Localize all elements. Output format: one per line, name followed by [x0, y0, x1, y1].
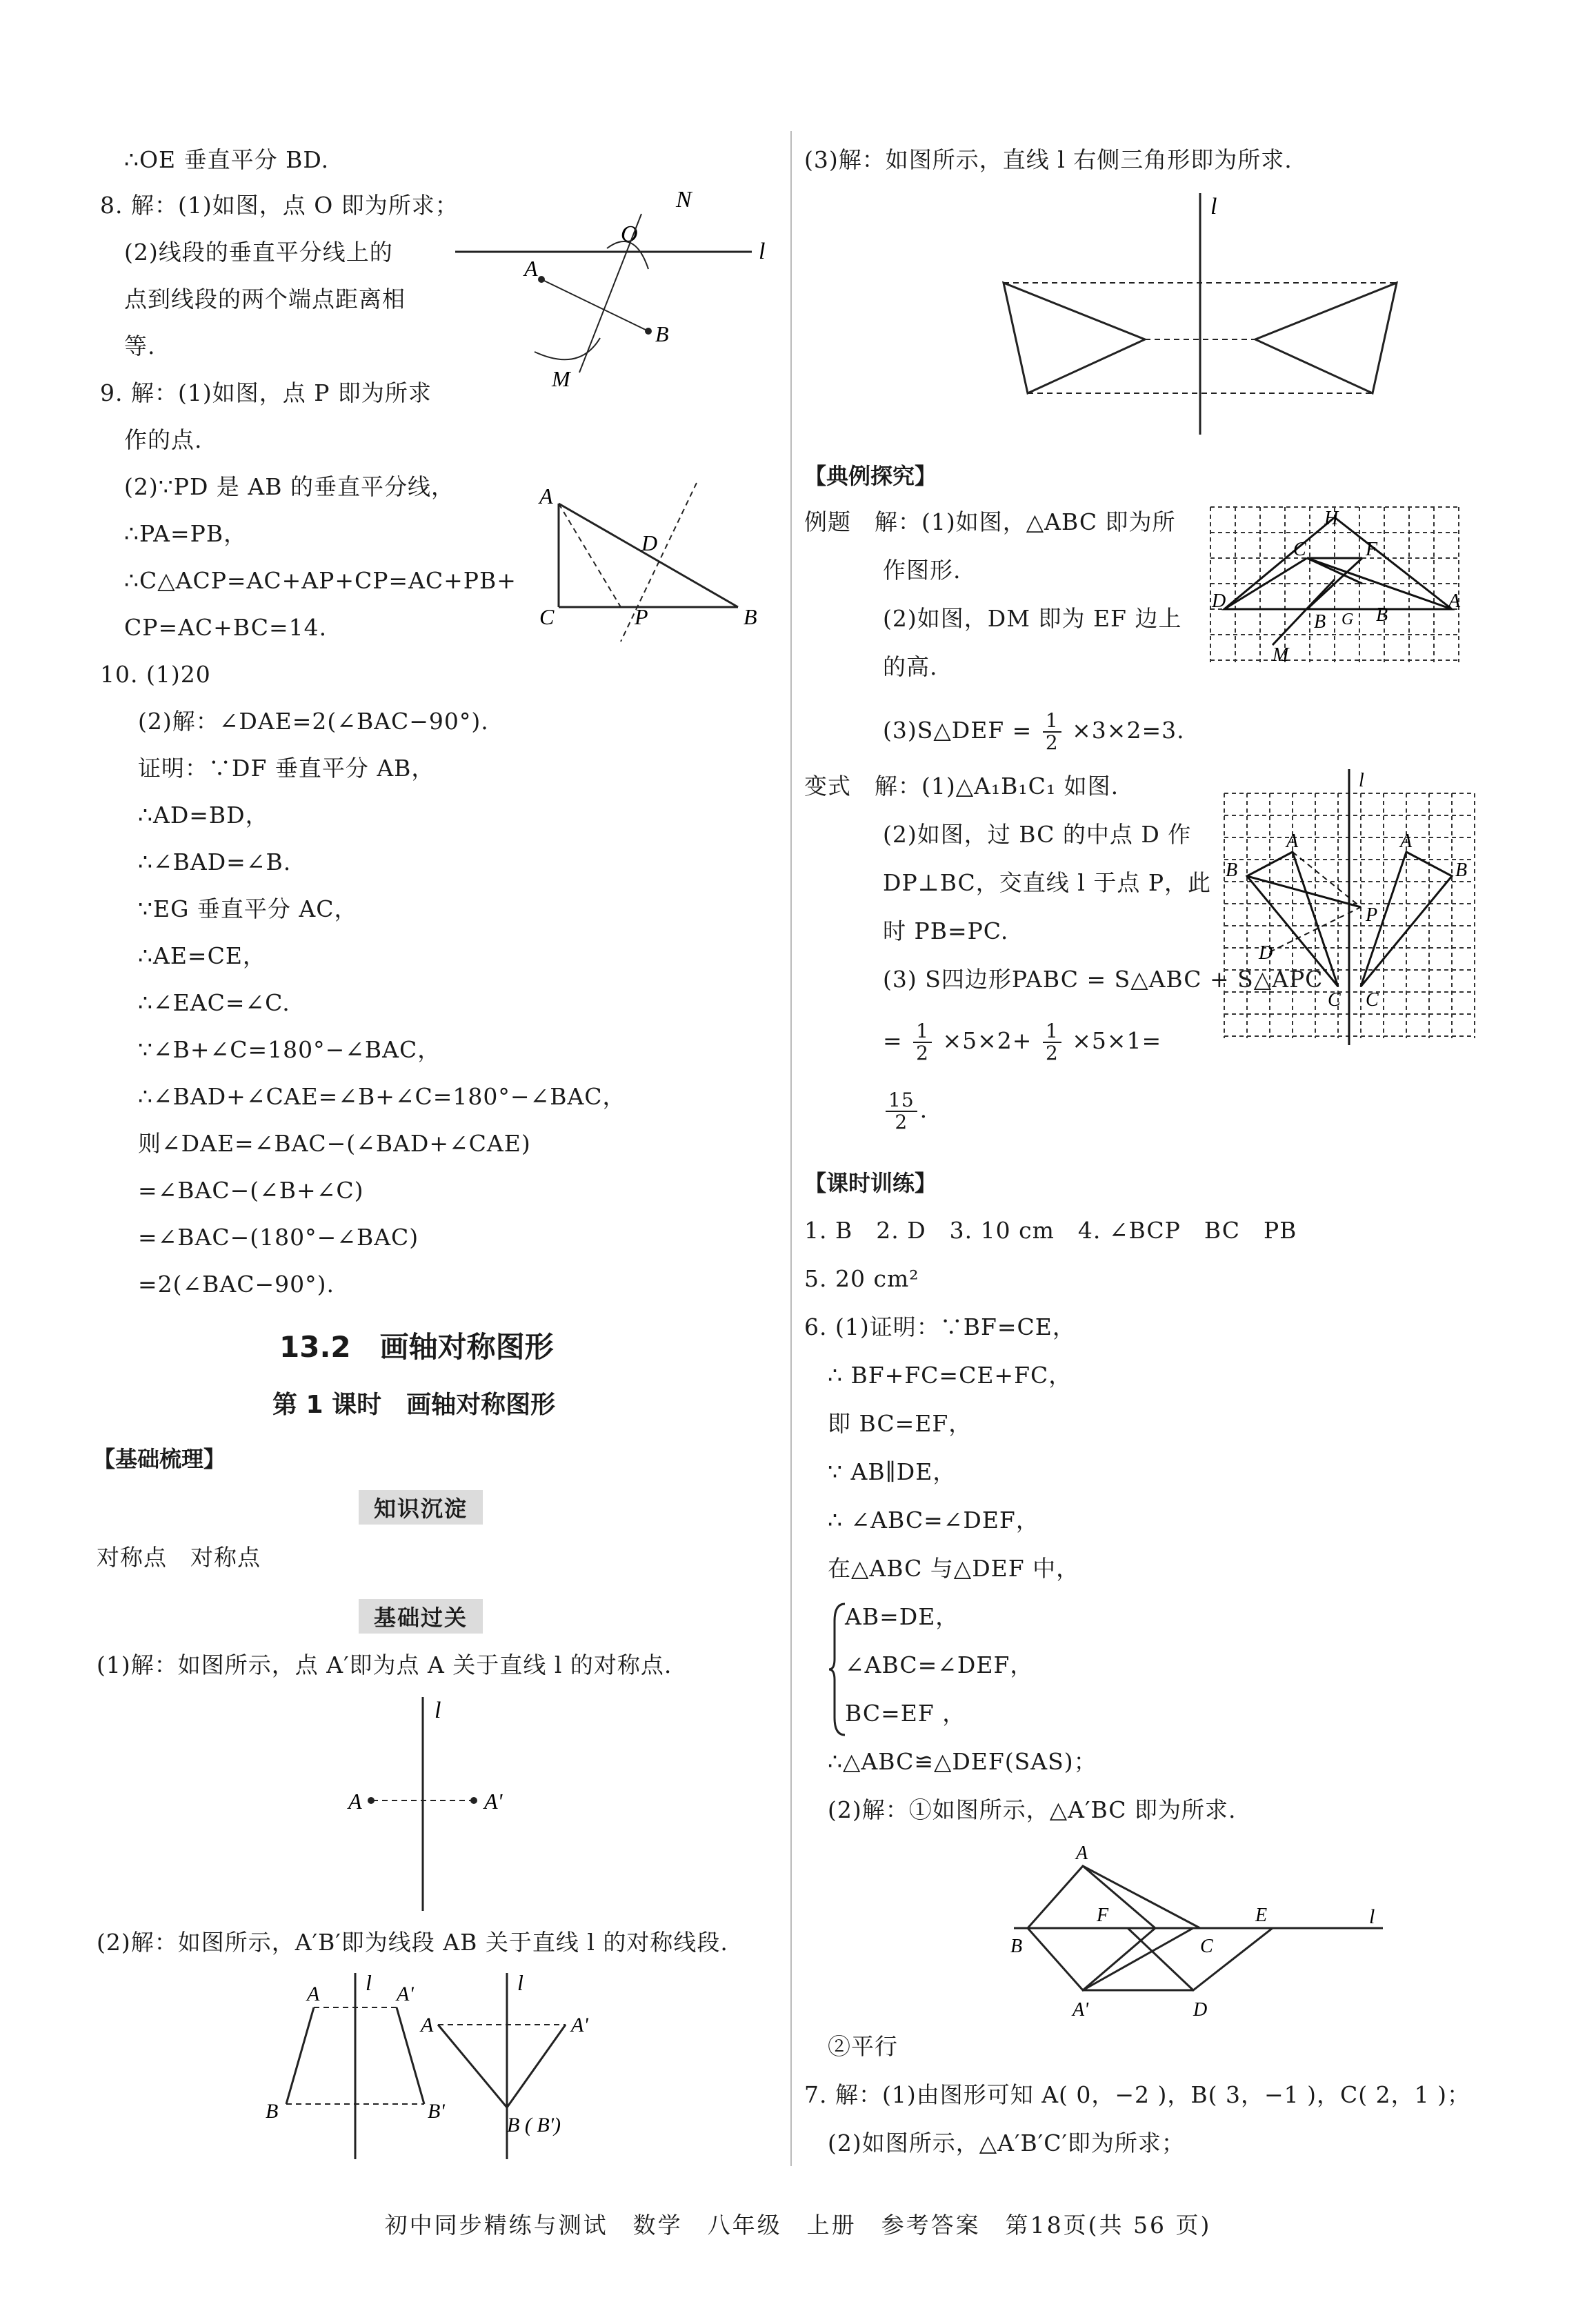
basic-review-header: 【基础梳理】 [93, 1446, 226, 1472]
knowledge-box-label: 知识沉淀 [359, 1490, 483, 1525]
text-line: ∴∠BAD+∠CAE=∠B+∠C=180°−∠BAC， [138, 1083, 626, 1110]
fraction [913, 1021, 932, 1064]
equation-part: = [883, 1027, 903, 1054]
text-line: =∠BAC−(∠B+∠C) [138, 1177, 364, 1204]
basic-pass-box-label: 基础过关 [359, 1599, 483, 1634]
text-line: ∴ ∠ABC=∠DEF， [828, 1507, 1039, 1534]
fraction-numerator: 1 [1043, 711, 1061, 733]
svg-text:C: C [1328, 989, 1341, 1011]
text-line: 9. 解：(1)如图，点 P 即为所求 [100, 379, 432, 406]
text-line: 1. B 2. D 3. 10 cm 4. ∠BCP BC PB [804, 1217, 1297, 1244]
svg-text:B: B [1376, 604, 1388, 626]
figure-grid-variant [1217, 766, 1493, 1049]
figure-grid-example [1204, 504, 1479, 669]
fraction-numerator: 1 [1043, 1021, 1061, 1043]
svg-text:A': A' [484, 1789, 503, 1814]
example-area-line [883, 711, 1185, 753]
text-line: ∴△ABC≌△DEF(SAS)； [828, 1748, 1097, 1775]
svg-text:l: l [1369, 1905, 1375, 1928]
text-line: (3)解：如图所示，直线 l 右侧三角形即为所求. [804, 146, 1293, 173]
figure-symmetric-segments [255, 1966, 614, 2166]
fraction-denominator: 2 [1045, 731, 1059, 754]
text-line: 等. [124, 333, 156, 359]
svg-text:B ( B'): B ( B') [507, 2114, 561, 2136]
text-line: (1)解：如图所示，点 A′即为点 A 关于直线 l 的对称点. [97, 1651, 672, 1678]
text-line: ∠ABC=∠DEF， [845, 1651, 1034, 1678]
text-line: (3) S四边形PABC = S△ABC + S△APC [883, 966, 1324, 993]
svg-text:l: l [1359, 770, 1364, 791]
text-line: (2)解：①如图所示，△A′BC 即为所求. [828, 1796, 1237, 1823]
svg-text:A: A [539, 484, 553, 508]
fraction [886, 1090, 917, 1133]
column-divider [790, 131, 792, 2166]
text-line: ∴OE 垂直平分 BD. [124, 146, 330, 173]
svg-text:F: F [1097, 1905, 1109, 1926]
svg-text:B: B [266, 2100, 279, 2123]
svg-text:D: D [1193, 1999, 1208, 2021]
svg-text:A: A [1076, 1843, 1088, 1864]
text-line: ∵∠B+∠C=180°−∠BAC， [138, 1036, 441, 1063]
svg-text:A: A [1400, 831, 1413, 852]
page-footer: 初中同步精练与测试 数学 八年级 上册 参考答案 第18页(共 56 页) [384, 2212, 1212, 2239]
svg-text:B: B [1010, 1936, 1023, 1957]
svg-text:A: A [421, 2014, 434, 2036]
svg-text:A': A' [397, 1983, 414, 2005]
text-line: (2)如图所示，△A′B′C′即为所求； [828, 2130, 1185, 2156]
svg-text:B: B [1314, 611, 1326, 633]
text-line: 时 PB=PC. [883, 917, 1009, 944]
class-training-header: 【课时训练】 [804, 1170, 937, 1196]
svg-text:N: N [676, 187, 692, 212]
svg-text:P: P [635, 604, 648, 629]
text-line: 作图形. [883, 557, 961, 584]
svg-text:D: D [1259, 942, 1273, 964]
lesson-title: 第 1 课时 画轴对称图形 [272, 1391, 556, 1419]
text-line: CP=AC+BC=14. [124, 614, 328, 641]
text-line: ∴ BF+FC=CE+FC， [828, 1362, 1073, 1389]
text-line: 即 BC=EF， [828, 1410, 972, 1437]
svg-text:B: B [744, 604, 757, 629]
text-line: BC=EF ， [845, 1700, 966, 1727]
fraction-denominator: 2 [1045, 1042, 1059, 1064]
text-line: 7. 解：(1)由图形可知 A( 0，−2 )，B( 3，−1 )，C( 2，1 )； [804, 2081, 1471, 2108]
text-line: ∴PA=PB， [124, 520, 248, 547]
text-line: 8. 解：(1)如图，点 O 即为所求； [100, 192, 459, 219]
text-line: 6. (1)证明：∵BF=CE， [804, 1313, 1076, 1340]
text-line: 例题 解：(1)如图，△ABC 即为所 [804, 508, 1176, 535]
text-line: ∴∠BAD=∠B. [138, 849, 292, 875]
svg-text:P: P [1366, 904, 1378, 926]
text-line: 在△ABC 与△DEF 中， [828, 1555, 1080, 1582]
svg-text:O: O [621, 221, 638, 247]
text-line: (2)线段的垂直平分线上的 [124, 239, 393, 266]
fraction-numerator: 1 [913, 1021, 932, 1043]
svg-text:H: H [1324, 508, 1339, 529]
svg-text:A': A' [1073, 1999, 1089, 2021]
svg-text:M: M [552, 366, 570, 391]
svg-text:A': A' [571, 2014, 588, 2036]
svg-text:l: l [759, 239, 766, 264]
svg-text:C: C [539, 604, 555, 629]
text-line: 对称点 对称点 [97, 1544, 261, 1571]
text-line: ②平行 [828, 2033, 898, 2060]
fraction-denominator: 2 [895, 1111, 908, 1133]
example-area-label: (3)S△DEF = [883, 717, 1033, 744]
svg-text:A: A [1286, 831, 1299, 852]
variant-equation [883, 1021, 1161, 1064]
text-line: AB=DE， [845, 1603, 959, 1630]
text-line: (2)如图，过 BC 的中点 D 作 [883, 821, 1192, 848]
svg-text:M: M [1273, 644, 1289, 666]
svg-text:l: l [1210, 194, 1217, 219]
text-line: 的高. [883, 653, 938, 680]
svg-text:D: D [641, 530, 658, 555]
svg-text:D: D [1212, 591, 1226, 612]
text-line: (2)∵PD 是 AB 的垂直平分线， [124, 473, 455, 500]
svg-text:A: A [1448, 591, 1461, 612]
text-line: ∵ AB∥DE， [828, 1458, 957, 1485]
fraction-numerator: 15 [886, 1090, 917, 1112]
text-line: (2)解：∠DAE=2(∠BAC−90°). [138, 708, 489, 735]
text-line: 变式 解：(1)△A₁B₁C₁ 如图. [804, 773, 1119, 800]
svg-text:l: l [517, 1970, 523, 1995]
svg-text:l: l [435, 1698, 441, 1723]
text-line: 10. (1)20 [100, 661, 211, 688]
svg-text:B': B' [428, 2100, 445, 2123]
figure-triangles-q6 [1007, 1835, 1393, 2035]
svg-text:B: B [1226, 860, 1238, 881]
text-line: 点到线段的两个端点距离相 [124, 286, 406, 312]
text-line: ∵EG 垂直平分 AC， [138, 895, 358, 922]
text-line: DP⊥BC，交直线 l 于点 P，此 [883, 869, 1212, 896]
svg-text:A: A [307, 1983, 320, 2005]
fraction [1043, 711, 1061, 753]
text-line: =∠BAC−(180°−∠BAC) [138, 1224, 419, 1251]
svg-text:l: l [366, 1970, 372, 1995]
figure-symmetric-triangles [1000, 186, 1400, 441]
text-line: (2)如图，DM 即为 EF 边上 [883, 605, 1182, 632]
text-line: 5. 20 cm² [804, 1265, 919, 1292]
text-line: ∴C△ACP=AC+AP+CP=AC+PB+ [124, 567, 517, 594]
equation-part: ×5×2+ [942, 1027, 1033, 1054]
text-line: ∴∠EAC=∠C. [138, 989, 290, 1016]
svg-text:F: F [1366, 539, 1378, 560]
figure-symmetric-point [331, 1690, 538, 1918]
equation-part: ×5×1= [1072, 1027, 1162, 1054]
example-area-rest: ×3×2=3. [1072, 717, 1185, 744]
svg-text:C: C [1200, 1936, 1213, 1957]
example-header: 【典例探究】 [804, 463, 937, 489]
svg-text:B: B [1455, 860, 1468, 881]
svg-text:A: A [524, 256, 538, 281]
text-line: ∴AE=CE， [138, 942, 266, 969]
svg-text:C: C [1366, 989, 1379, 1011]
svg-text:A: A [348, 1789, 362, 1814]
text-line: 则∠DAE=∠BAC−(∠BAD+∠CAE) [138, 1130, 531, 1157]
figure-perpendicular-bisector [448, 186, 772, 407]
fraction [1043, 1021, 1061, 1064]
svg-text:G: G [1341, 611, 1354, 628]
text-line: ∴AD=BD， [138, 802, 269, 828]
section-title: 13.2 画轴对称图形 [279, 1330, 554, 1364]
variant-result: $\frac{15}{2}$ . [883, 1090, 928, 1133]
svg-text:E: E [1255, 1905, 1268, 1926]
svg-text:B: B [655, 321, 669, 346]
text-line: 证明：∵DF 垂直平分 AB， [138, 755, 435, 782]
text-line: 作的点. [124, 426, 203, 453]
text-line: (2)解：如图所示，A′B′即为线段 AB 关于直线 l 的对称线段. [97, 1929, 728, 1956]
fraction-denominator: 2 [916, 1042, 929, 1064]
svg-text:C: C [1293, 539, 1306, 560]
text-line: =2(∠BAC−90°). [138, 1271, 335, 1298]
figure-triangle-pd [531, 469, 772, 655]
